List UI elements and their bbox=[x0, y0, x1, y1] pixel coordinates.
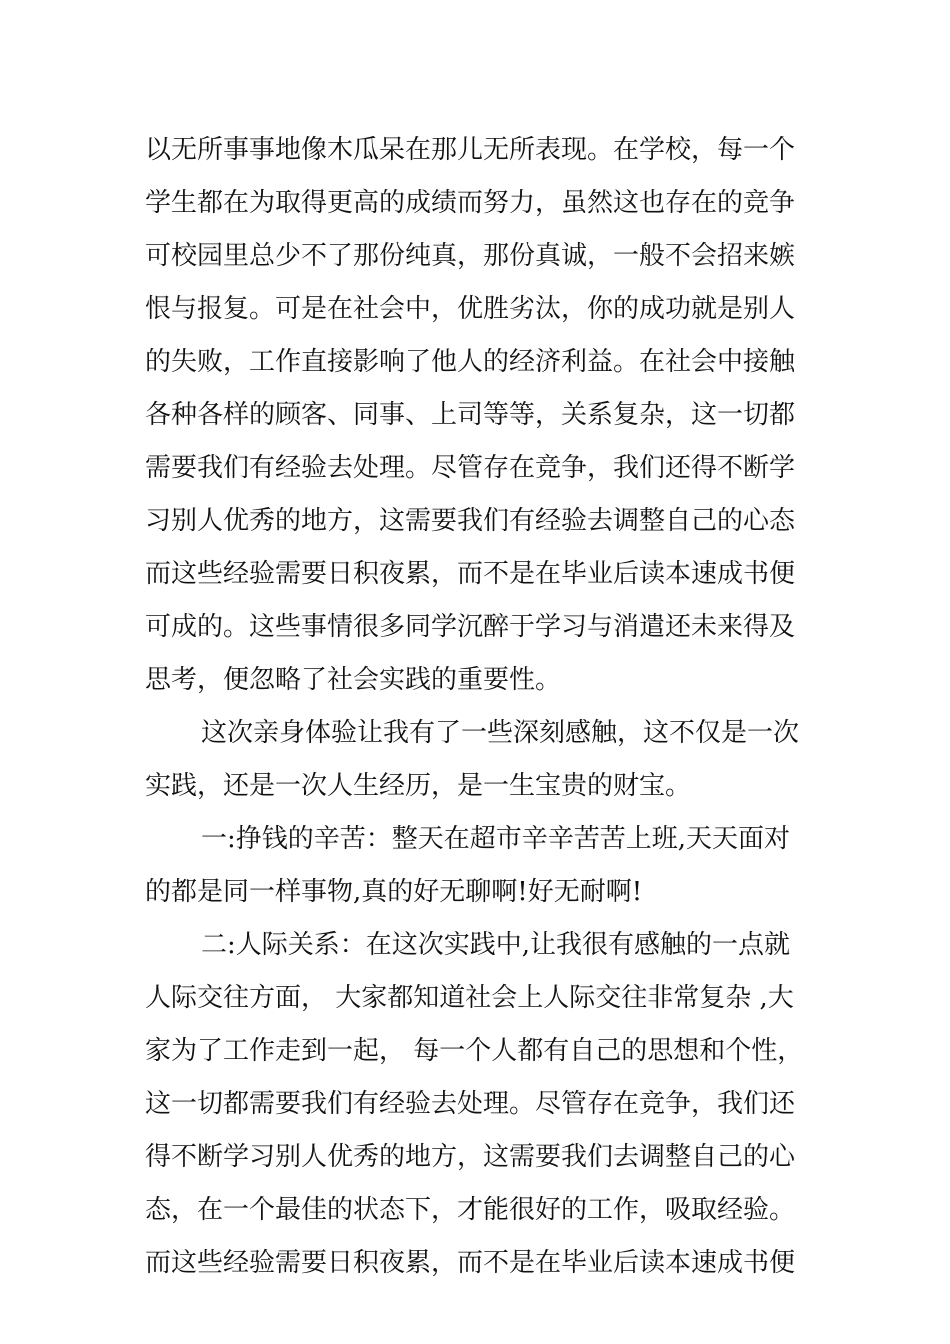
text-line: 得不断学习别人优秀的地方，这需要我们去调整自己的心 bbox=[145, 1142, 796, 1172]
text-line: 人际交往方面， 大家都知道社会上人际交往非常复杂 ,大 bbox=[145, 983, 794, 1013]
text-line: 而这些经验需要日积夜累，而不是在毕业后读本速成书便 bbox=[145, 559, 796, 589]
text-line: 的失败，工作直接影响了他人的经济利益。在社会中接触 bbox=[145, 347, 796, 377]
text-line: 态，在一个最佳的状态下，才能很好的工作，吸取经验。 bbox=[145, 1195, 796, 1225]
text-line: 可成的。这些事情很多同学沉醉于学习与消遣还未来得及 bbox=[145, 612, 796, 642]
paragraph-first-line: 二:人际关系：在这次实践中,让我很有感触的一点就 bbox=[201, 930, 791, 960]
text-line: 这一切都需要我们有经验去处理。尽管存在竞争，我们还 bbox=[145, 1089, 796, 1119]
text-line: 家为了工作走到一起， 每一个人都有自己的思想和个性， bbox=[145, 1036, 804, 1066]
text-line: 以无所事事地像木瓜呆在那儿无所表现。在学校，每一个 bbox=[145, 135, 796, 165]
text-line: 习别人优秀的地方，这需要我们有经验去调整自己的心态 bbox=[145, 506, 796, 536]
text-line: 需要我们有经验去处理。尽管存在竞争，我们还得不断学 bbox=[145, 453, 796, 483]
paragraph-first-line: 这次亲身体验让我有了一些深刻感触，这不仅是一次 bbox=[201, 718, 800, 748]
text-line: 学生都在为取得更高的成绩而努力，虽然这也存在的竞争 bbox=[145, 188, 796, 218]
body-text bbox=[145, 124, 815, 1290]
text-line: 的都是同一样事物,真的好无聊啊!好无耐啊! bbox=[145, 877, 643, 907]
text-line: 可校园里总少不了那份纯真，那份真诚，一般不会招来嫉 bbox=[145, 241, 796, 271]
text-line: 实践，还是一次人生经历，是一生宝贵的财宝。 bbox=[145, 771, 692, 801]
paragraph-first-line: 一:挣钱的辛苦：整天在超市辛辛苦苦上班,天天面对 bbox=[201, 824, 791, 854]
text-line: 而这些经验需要日积夜累，而不是在毕业后读本速成书便 bbox=[145, 1248, 796, 1278]
text-line: 恨与报复。可是在社会中，优胜劣汰，你的成功就是别人 bbox=[145, 294, 796, 324]
text-line: 思考，便忽略了社会实践的重要性。 bbox=[145, 665, 562, 695]
text-line: 各种各样的顾客、同事、上司等等，关系复杂，这一切都 bbox=[145, 400, 796, 430]
